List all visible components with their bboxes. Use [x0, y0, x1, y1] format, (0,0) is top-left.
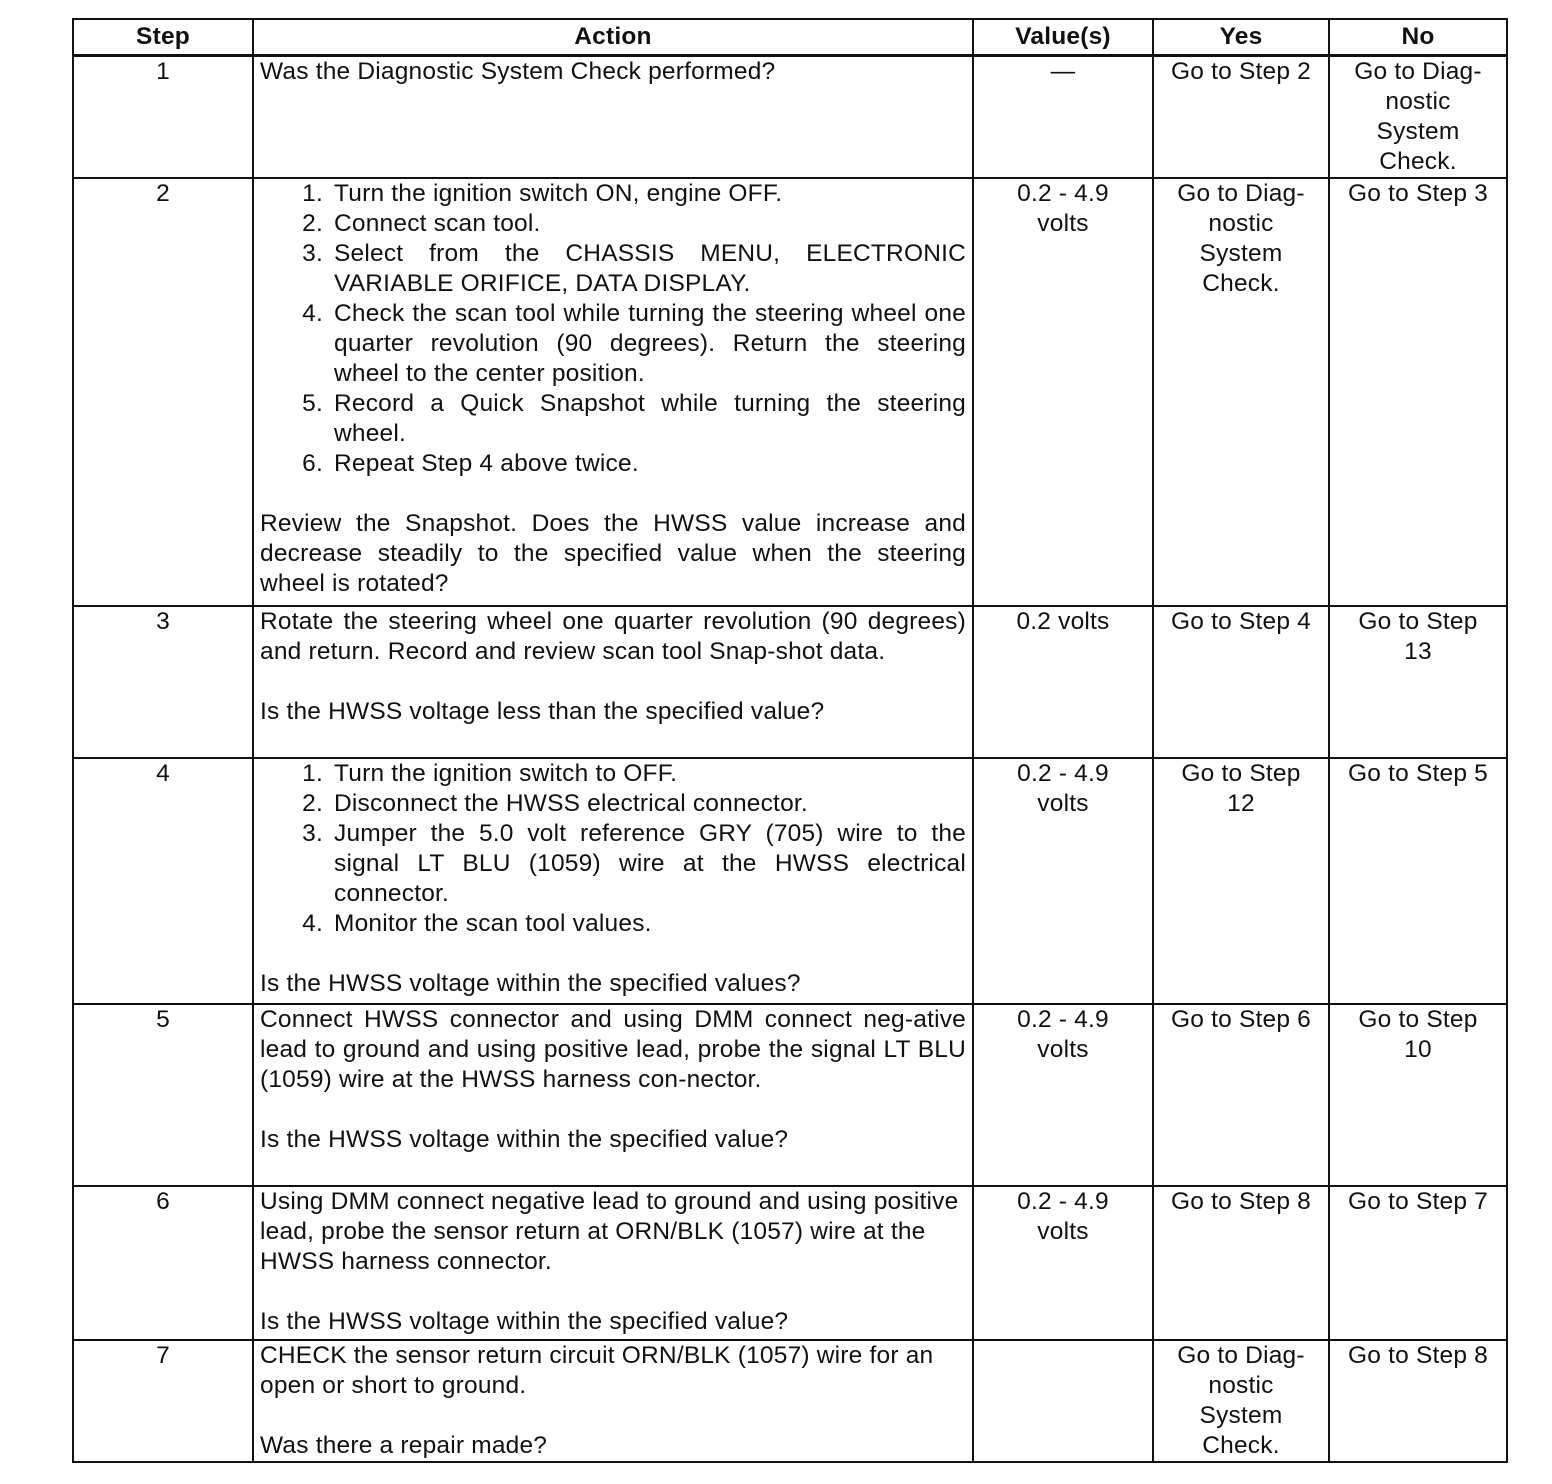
action-question: Was there a repair made?: [260, 1432, 548, 1459]
value-cell: 0.2 - 4.9 volts: [973, 758, 1153, 1004]
action-steps-list: [260, 179, 966, 479]
action-cell: [253, 178, 973, 606]
yes-cell: Go to Step 6: [1153, 1004, 1329, 1186]
header-yes: Yes: [1153, 19, 1329, 56]
value-cell: 0.2 - 4.9 volts: [973, 1004, 1153, 1186]
yes-cell: Go to Diag- nostic System Check.: [1153, 1340, 1329, 1462]
action-cell: [253, 1186, 973, 1340]
value-cell: [973, 1340, 1153, 1462]
table-row: [73, 1186, 1507, 1340]
no-cell: Go to Diag- nostic System Check.: [1329, 56, 1507, 179]
header-action: Action: [253, 19, 973, 56]
no-cell: Go to Step 7: [1329, 1186, 1507, 1340]
value-cell: 0.2 - 4.9 volts: [973, 178, 1153, 606]
yes-cell: Go to Step 2: [1153, 56, 1329, 179]
yes-cell: Go to Step 4: [1153, 606, 1329, 758]
action-step: 6. Repeat Step 4 above twice.: [330, 449, 966, 479]
no-cell: Go to Step 8: [1329, 1340, 1507, 1462]
action-cell: [253, 1004, 973, 1186]
step-number: 7: [73, 1340, 253, 1462]
action-step: 2. Connect scan tool.: [330, 209, 966, 239]
table-row: [73, 1004, 1507, 1186]
table-row: [73, 1340, 1507, 1462]
table-row: [73, 758, 1507, 1004]
yes-cell: Go to Step 8: [1153, 1186, 1329, 1340]
step-number: 5: [73, 1004, 253, 1186]
header-values: Value(s): [973, 19, 1153, 56]
action-step: 2. Disconnect the HWSS electrical connector.: [330, 789, 966, 819]
action-question: Review the Snapshot. Does the HWSS value increase and decrease steadily to the specified value when the steering wheel is rotated?: [260, 510, 966, 597]
yes-cell: Go to Diag- nostic System Check.: [1153, 178, 1329, 606]
action-text: Using DMM connect negative lead to ground and using positive lead, probe the sensor return at ORN/BLK (1057) wire at the HWSS harness connector.: [260, 1188, 959, 1275]
table-row: [73, 178, 1507, 606]
action-step: 3. Select from the CHASSIS MENU, ELECTRONIC VARIABLE ORIFICE, DATA DISPLAY.: [330, 239, 966, 299]
header-step: Step: [73, 19, 253, 56]
action-text: Connect HWSS connector and using DMM connect neg-ative lead to ground and using positive lead, probe the signal LT BLU (1059) wire at the HWSS harness con-nector.: [260, 1006, 966, 1093]
no-cell: Go to Step 10: [1329, 1004, 1507, 1186]
header-no: No: [1329, 19, 1507, 56]
action-step: 1. Turn the ignition switch to OFF.: [330, 759, 966, 789]
diagnostic-table: [72, 18, 1508, 1463]
action-question: Is the HWSS voltage less than the specified value?: [260, 698, 825, 725]
step-number: 1: [73, 56, 253, 179]
table-row: [73, 56, 1507, 179]
action-question: Is the HWSS voltage within the specified value?: [260, 1126, 789, 1153]
step-number: 3: [73, 606, 253, 758]
action-text: CHECK the sensor return circuit ORN/BLK (1057) wire for an open or short to ground.: [260, 1342, 934, 1399]
step-number: 6: [73, 1186, 253, 1340]
action-step: 5. Record a Quick Snapshot while turning the steering wheel.: [330, 389, 966, 449]
no-cell: Go to Step 3: [1329, 178, 1507, 606]
action-step: 3. Jumper the 5.0 volt reference GRY (705) wire to the signal LT BLU (1059) wire at the HWSS electrical connector.: [330, 819, 966, 909]
step-number: 4: [73, 758, 253, 1004]
value-cell: 0.2 volts: [973, 606, 1153, 758]
no-cell: Go to Step 5: [1329, 758, 1507, 1004]
yes-cell: Go to Step 12: [1153, 758, 1329, 1004]
action-text: Was the Diagnostic System Check performed?: [260, 58, 776, 85]
action-steps-list: [260, 759, 966, 939]
action-cell: [253, 56, 973, 179]
action-cell: [253, 758, 973, 1004]
value-cell: —: [973, 56, 1153, 179]
value-cell: 0.2 - 4.9 volts: [973, 1186, 1153, 1340]
no-cell: Go to Step 13: [1329, 606, 1507, 758]
step-number: 2: [73, 178, 253, 606]
action-step: 4. Check the scan tool while turning the steering wheel one quarter revolution (90 degrees). Return the steering wheel to the center position.: [330, 299, 966, 389]
action-question: Is the HWSS voltage within the specified values?: [260, 970, 801, 997]
action-cell: [253, 606, 973, 758]
action-step: 4. Monitor the scan tool values.: [330, 909, 966, 939]
action-text: Rotate the steering wheel one quarter revolution (90 degrees) and return. Record and review scan tool Snap-shot data.: [260, 608, 966, 665]
action-step: 1. Turn the ignition switch ON, engine OFF.: [330, 179, 966, 209]
table-header-row: [73, 19, 1507, 56]
table-row: [73, 606, 1507, 758]
action-question: Is the HWSS voltage within the specified value?: [260, 1308, 789, 1335]
action-cell: [253, 1340, 973, 1462]
